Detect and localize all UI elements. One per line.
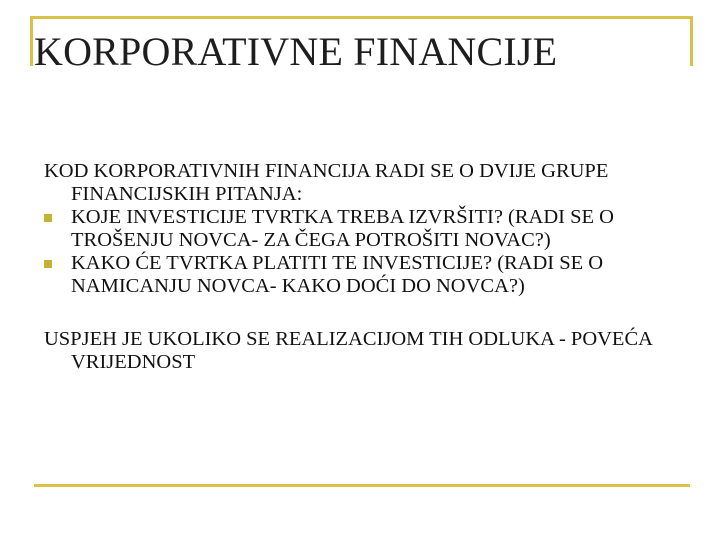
frame-right-line (690, 16, 693, 66)
frame-bottom-line (34, 484, 690, 487)
conclusion-paragraph: USPJEH JE UKOLIKO SE REALIZACIJOM TIH ODLUKA - POVEĆA VRIJEDNOST (44, 328, 652, 373)
bullet-item-investments (44, 206, 684, 252)
square-bullet-icon (44, 214, 52, 222)
frame-left-line (30, 16, 33, 66)
bullet-text: KOJE INVESTICIJE TVRTKA TREBA IZVRŠITI? (RADI SE O TROŠENJU NOVCA- ZA ČEGA POTROŠITI NOVAC?) (71, 206, 614, 251)
slide-title: KORPORATIVNE FINANCIJE (34, 29, 558, 74)
spacer (44, 298, 684, 328)
bullet-list (44, 206, 684, 298)
slide-body (44, 160, 684, 374)
bullet-item-financing (44, 252, 684, 298)
square-bullet-icon (44, 260, 52, 268)
intro-paragraph: KOD KORPORATIVNIH FINANCIJA RADI SE O DVIJE GRUPE FINANCIJSKIH PITANJA: (44, 160, 609, 205)
frame-top-line (30, 16, 692, 19)
bullet-text: KAKO ĆE TVRTKA PLATITI TE INVESTICIJE? (RADI SE O NAMICANJU NOVCA- KAKO DOĆI DO NOVCA?) (71, 252, 604, 297)
